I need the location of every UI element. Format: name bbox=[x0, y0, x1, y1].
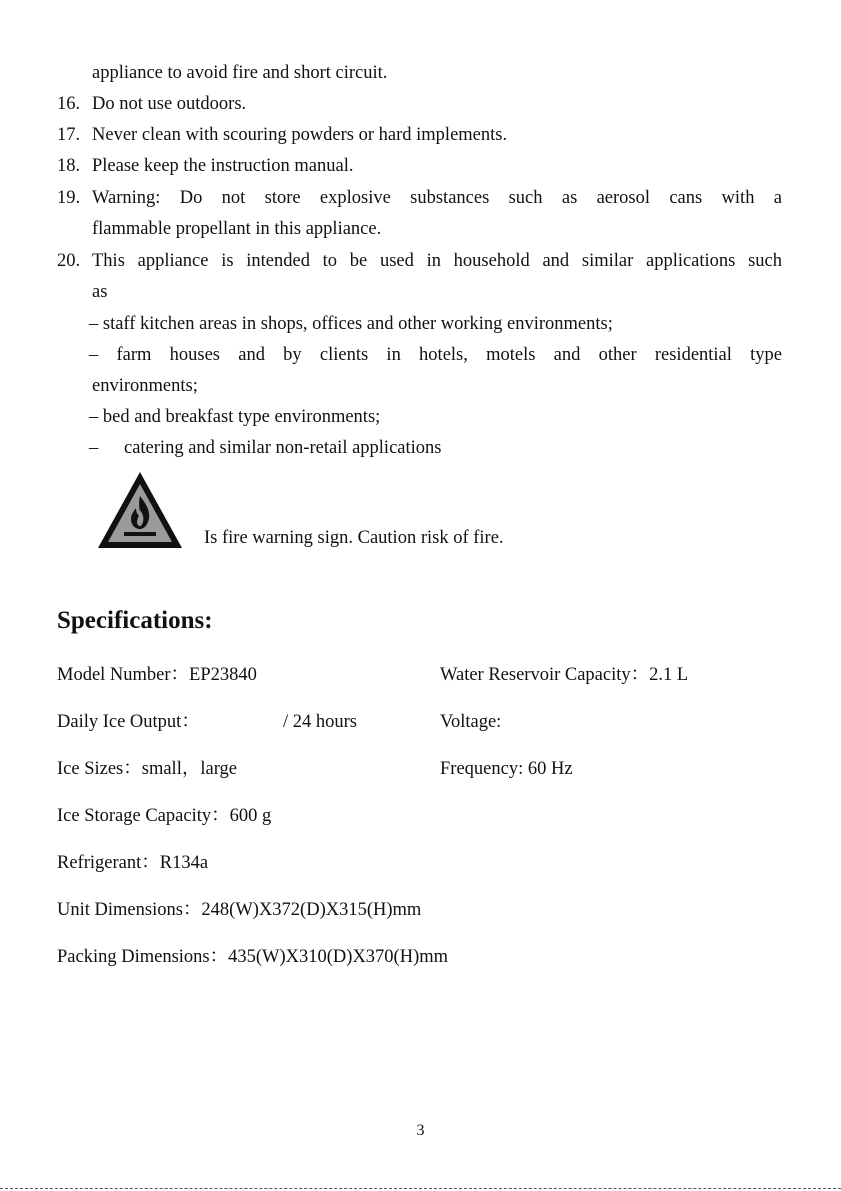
list-item-17: Never clean with scouring powders or hard implements. bbox=[92, 125, 508, 145]
list-continuation-15: appliance to avoid fire and short circuit. bbox=[92, 63, 388, 83]
spec-ice-sizes: Ice Sizes：small，large bbox=[57, 759, 237, 779]
bullet-dash: – bbox=[89, 438, 99, 458]
spec-water-reservoir: Water Reservoir Capacity：2.1 L bbox=[440, 665, 689, 685]
spec-frequency: Frequency: 60 Hz bbox=[440, 759, 573, 779]
specifications-heading: Specifications: bbox=[57, 607, 213, 634]
bullet-catering: catering and similar non-retail applications bbox=[124, 438, 442, 458]
list-number-18: 18. bbox=[57, 156, 81, 176]
fire-warning-icon bbox=[96, 470, 184, 550]
spec-model-number: Model Number：EP23840 bbox=[57, 665, 257, 685]
bullet-bed-breakfast: – bed and breakfast type environments; bbox=[89, 407, 381, 427]
list-number-20: 20. bbox=[57, 251, 81, 271]
list-item-19-line-2: flammable propellant in this appliance. bbox=[92, 219, 382, 239]
spec-voltage: Voltage: bbox=[440, 712, 502, 732]
list-item-16: Do not use outdoors. bbox=[92, 94, 247, 114]
list-number-19: 19. bbox=[57, 188, 81, 208]
fire-warning-text: Is fire warning sign. Caution risk of fire. bbox=[204, 528, 504, 548]
page-number: 3 bbox=[416, 1122, 425, 1139]
spec-unit-dimensions: Unit Dimensions：248(W)X372(D)X315(H)mm bbox=[57, 900, 422, 920]
list-item-19-line-1: Warning: Do not store explosive substances such as aerosol cans with a bbox=[92, 188, 782, 208]
list-item-20-line-1: This appliance is intended to be used in household and similar applications such bbox=[92, 251, 782, 271]
spec-packing-dimensions: Packing Dimensions：435(W)X310(D)X370(H)mm bbox=[57, 947, 449, 967]
bullet-staff-kitchen: – staff kitchen areas in shops, offices and other working environments; bbox=[89, 314, 613, 334]
list-number-16: 16. bbox=[57, 94, 81, 114]
list-item-20-line-2: as bbox=[92, 282, 108, 302]
list-number-17: 17. bbox=[57, 125, 81, 145]
bullet-farm-houses-line-2: environments; bbox=[92, 376, 198, 396]
spec-refrigerant: Refrigerant：R134a bbox=[57, 853, 209, 873]
list-item-18: Please keep the instruction manual. bbox=[92, 156, 354, 176]
spec-daily-ice-output-value: / 24 hours bbox=[283, 712, 357, 732]
spec-ice-storage: Ice Storage Capacity：600 g bbox=[57, 806, 272, 826]
spec-daily-ice-output-label: Daily Ice Output： bbox=[57, 712, 200, 732]
bottom-divider bbox=[0, 1188, 841, 1189]
bullet-farm-houses-line-1: – farm houses and by clients in hotels, motels and other residential type bbox=[89, 345, 782, 365]
